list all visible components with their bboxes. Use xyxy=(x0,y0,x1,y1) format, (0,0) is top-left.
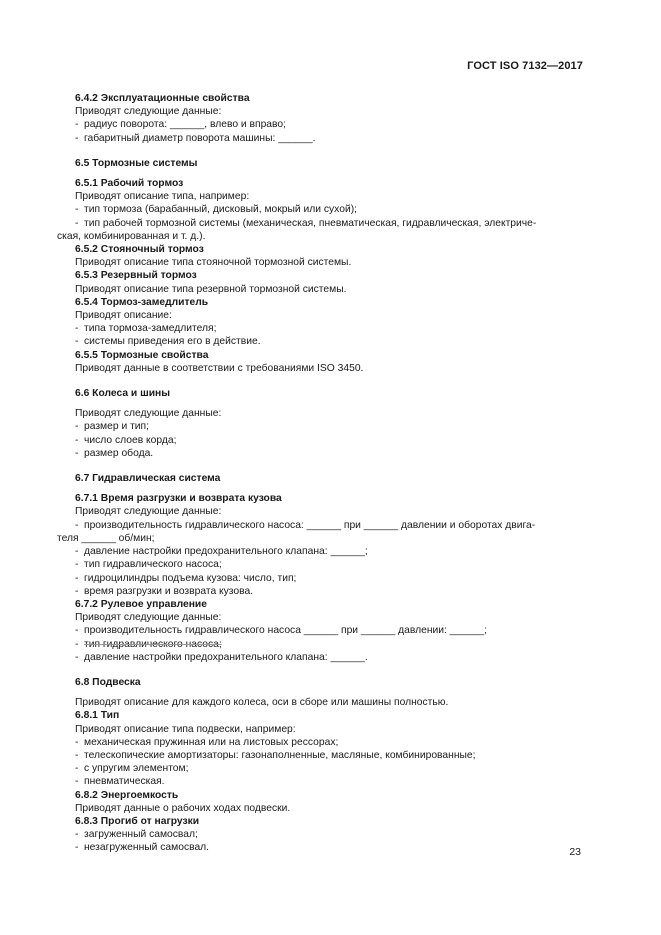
list-item-continuation: теля ______ об/мин; xyxy=(57,532,155,544)
section-6-5-2-title: 6.5.2 Стояночный тормоз xyxy=(75,244,204,256)
section-6-5-3-text: Приводят описание типа резервной тормозной системы. xyxy=(75,283,347,295)
section-6-5-5-text: Приводят данные в соответствии с требованиями ISO 3450. xyxy=(75,362,364,374)
list-item: - тип гидравлического насоса; xyxy=(75,638,582,651)
section-6-8-3-title: 6.8.3 Прогиб от нагрузки xyxy=(75,815,200,827)
section-6-5-1-title: 6.5.1 Рабочий тормоз xyxy=(75,178,184,190)
section-6-6-intro: Приводят следующие данные: xyxy=(75,408,222,420)
list-item: - число слоев корда; xyxy=(75,434,582,447)
list-item: - тип тормоза (барабанный, дисковый, мокрый или сухой); xyxy=(75,203,582,216)
list-item: - незагруженный самосвал. xyxy=(75,841,582,854)
list-item: - телескопические амортизаторы: газонаполненные, масляные, комбинированные; xyxy=(75,749,582,762)
page-number: 23 xyxy=(569,846,581,858)
section-6-5-1-intro: Приводят описание типа, например: xyxy=(75,191,250,203)
list-item-line: производительность гидравлического насоса: ______ при ______ давлении и оборотах двига- xyxy=(84,519,536,531)
list-item: - тип гидравлического насоса; xyxy=(75,558,582,571)
section-6-7-1-title: 6.7.1 Время разгрузки и возврата кузова xyxy=(75,493,282,505)
list-item: - системы приведения его в действие. xyxy=(75,335,582,348)
list-item: - давление настройки предохранительного клапана: ______; xyxy=(75,545,582,558)
list-item: - загруженный самосвал; xyxy=(75,828,582,841)
section-6-8-1-intro: Приводят описание типа подвески, например: xyxy=(75,723,296,735)
list-item: - время разгрузки и возврата кузова. xyxy=(75,585,582,598)
list-item: - пневматическая. xyxy=(75,775,582,788)
section-6-7-title: 6.7 Гидравлическая система xyxy=(75,473,221,485)
list-item: - типа тормоза-замедлителя; xyxy=(75,322,582,335)
section-6-4-2-intro: Приводят следующие данные: xyxy=(75,106,222,118)
section-6-5-5-title: 6.5.5 Тормозные свойства xyxy=(75,349,209,361)
section-6-6-title: 6.6 Колеса и шины xyxy=(75,388,171,400)
list-item: - механическая пружинная или на листовых рессорах; xyxy=(75,736,582,749)
list-item: - размер обода. xyxy=(75,447,582,460)
section-6-8-1-title: 6.8.1 Тип xyxy=(75,710,120,722)
list-item-line: тип рабочей тормозной системы (механическая, пневматическая, гидравлическая, электриче- xyxy=(84,217,537,229)
section-6-5-4-title: 6.5.4 Тормоз-замедлитель xyxy=(75,296,209,308)
section-6-7-1-intro: Приводят следующие данные: xyxy=(75,506,222,518)
list-item: - радиус поворота: ______, влево и вправо; xyxy=(75,118,582,131)
list-item: - гидроцилиндры подъема кузова: число, тип; xyxy=(75,572,582,585)
section-6-7-2-intro: Приводят следующие данные: xyxy=(75,612,222,624)
section-6-5-3-title: 6.5.3 Резервный тормоз xyxy=(75,270,197,282)
section-6-8-text: Приводят описание для каждого колеса, оси в сборе или машины полностью. xyxy=(75,697,449,709)
section-6-4-2-title: 6.4.2 Эксплуатационные свойства xyxy=(75,93,250,104)
document-header: ГОСТ ISO 7132—2017 xyxy=(467,60,583,72)
list-item: - с упругим элементом; xyxy=(75,762,582,775)
list-item-continuation: ская, комбинированная и т. д.). xyxy=(57,230,206,242)
section-6-7-2-title: 6.7.2 Рулевое управление xyxy=(75,598,207,610)
document-body xyxy=(57,92,582,855)
list-item: - производительность гидравлического насоса ______ при ______ давлении: ______; xyxy=(75,624,582,637)
section-6-5-2-text: Приводят описание типа стояночной тормозной системы. xyxy=(75,257,352,269)
section-6-8-2-title: 6.8.2 Энергоемкость xyxy=(75,789,179,801)
section-6-5-title: 6.5 Тормозные системы xyxy=(75,157,198,169)
section-6-8-2-text: Приводят данные о рабочих ходах подвески. xyxy=(75,802,291,814)
list-item xyxy=(57,217,582,243)
section-6-5-4-intro: Приводят описание: xyxy=(75,310,172,322)
list-item xyxy=(57,519,582,545)
list-item: - размер и тип; xyxy=(75,420,582,433)
list-item: - давление настройки предохранительного клапана: ______. xyxy=(75,651,582,664)
section-6-8-title: 6.8 Подвеска xyxy=(75,676,141,688)
list-item: - габаритный диаметр поворота машины: ______. xyxy=(75,132,582,145)
